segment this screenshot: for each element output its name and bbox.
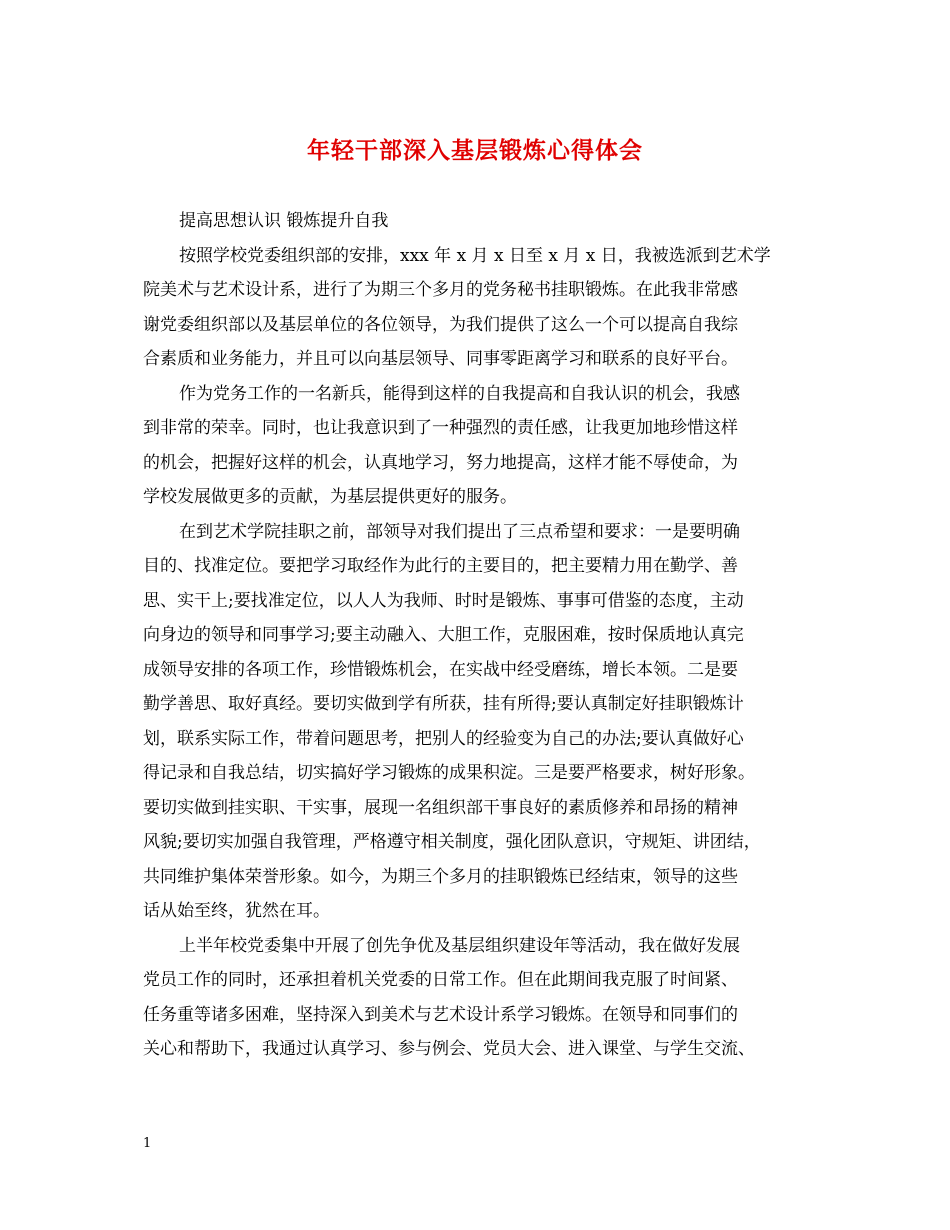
- paragraph-line: 目的、找准定位。要把学习取经作为此行的主要目的，把主要精力用在勤学、善: [143, 556, 738, 576]
- paragraph-line: 风貌;要切实加强自我管理，严格遵守相关制度，强化团队意识，守规矩、讲团结，: [143, 832, 761, 852]
- paragraph-line: 共同维护集体荣誉形象。如今，为期三个多月的挂职锻炼已经结束，领导的这些: [143, 866, 738, 887]
- paragraph-line: 要切实做到挂实职、干实事，展现一名组织部干事良好的素质修养和昂扬的精神: [143, 797, 738, 818]
- page-number: 1: [143, 1136, 152, 1151]
- paragraph-line: 合素质和业务能力，并且可以向基层领导、同事零距离学习和联系的良好平台。: [143, 349, 738, 369]
- paragraph-line: 划，联系实际工作，带着问题思考，把别人的经验变为自己的办法;要认真做好心: [143, 728, 744, 749]
- paragraph-line: 关心和帮助下，我通过认真学习、参与例会、党员大会、进入课堂、与学生交流、: [143, 1039, 755, 1059]
- paragraph-line: 作为党务工作的一名新兵，能得到这样的自我提高和自我认识的机会，我感: [179, 383, 740, 404]
- document-body: [143, 204, 821, 1067]
- paragraph-line: 任务重等诸多困难，坚持深入到美术与艺术设计系学习锻炼。在领导和同事们的: [143, 1004, 738, 1025]
- paragraph-line: 到非常的荣幸。同时，也让我意识到了一种强烈的责任感，让我更加地珍惜这样: [143, 418, 738, 438]
- document-title: 年轻干部深入基层锻炼心得体会: [307, 137, 643, 164]
- paragraph-line: 勤学善思、取好真经。要切实做到学有所获，挂有所得;要认真制定好挂职锻炼计: [143, 694, 744, 714]
- paragraph-2: [143, 377, 821, 515]
- paragraph-line: 成领导安排的各项工作，珍惜锻炼机会，在实战中经受磨练，增长本领。二是要: [143, 659, 738, 680]
- paragraph-line: 按照学校党委组织部的安排，xxx 年 x 月 x 日至 x 月 x 日，我被选派到艺术学: [179, 245, 771, 266]
- paragraph-3: [143, 515, 821, 929]
- paragraph-line: 在到艺术学院挂职之前，部领导对我们提出了三点希望和要求：一是要明确: [179, 521, 740, 542]
- paragraph-line: 话从始至终，犹然在耳。: [143, 901, 330, 921]
- paragraph-line: 向身边的领导和同事学习;要主动融入、大胆工作，克服困难，按时保质地认真完: [143, 625, 744, 645]
- paragraph-line: 谢党委组织部以及基层单位的各位领导，为我们提供了这么一个可以提高自我综: [143, 314, 738, 335]
- paragraph-4: [143, 929, 821, 1067]
- paragraph-line: 上半年校党委集中开展了创先争优及基层组织建设年等活动，我在做好发展: [179, 935, 740, 956]
- paragraph-line: 党员工作的同时，还承担着机关党委的日常工作。但在此期间我克服了时间紧、: [143, 970, 738, 990]
- paragraph-line: 得记录和自我总结，切实搞好学习锻炼的成果积淀。三是要严格要求，树好形象。: [143, 763, 755, 783]
- paragraph-1: [143, 239, 821, 377]
- paragraph-line: 的机会，把握好这样的机会，认真地学习，努力地提高，这样才能不辱使命，为: [143, 452, 738, 473]
- paragraph-line: 思、实干上;要找准定位，以人人为我师、时时是锻炼、事事可借鉴的态度，主动: [143, 590, 744, 611]
- paragraph-line: 院美术与艺术设计系，进行了为期三个多月的党务秘书挂职锻炼。在此我非常感: [143, 280, 738, 300]
- section-subheading: 提高思想认识 锻炼提升自我: [179, 211, 389, 231]
- paragraph-line: 学校发展做更多的贡献，为基层提供更好的服务。: [143, 487, 517, 507]
